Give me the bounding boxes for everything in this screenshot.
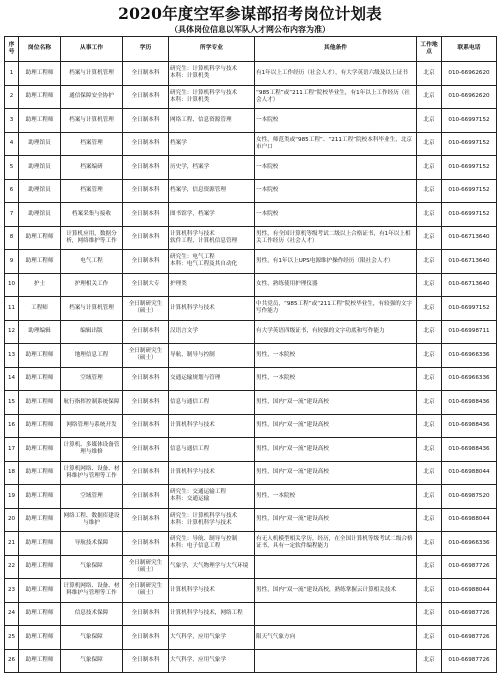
cell-phone: 010-66713640 [442, 250, 497, 274]
cell-conditions: 有大学英语四级证书，有较强的文字功底和写作能力 [255, 320, 417, 344]
cell-education: 全日制本科 [123, 320, 169, 344]
table-row [5, 62, 497, 86]
cell-conditions: 男性，国内“双一流”建设高校 [255, 461, 417, 485]
cell-index: 22 [5, 555, 19, 579]
cell-location: 北京 [417, 85, 442, 109]
cell-index: 26 [5, 649, 19, 673]
cell-major: 网络工程、信息资源管理 [169, 109, 255, 133]
cell-phone: 010-66987726 [442, 602, 497, 626]
cell-position: 助理工程师 [19, 344, 61, 368]
cell-education: 全日制本科 [123, 367, 169, 391]
table-row [5, 649, 497, 673]
cell-major: 护理类 [169, 273, 255, 297]
cell-conditions [255, 649, 417, 673]
cell-location: 北京 [417, 344, 442, 368]
cell-work: 网络工程、数据库建设与维护 [61, 508, 123, 532]
cell-index: 7 [5, 203, 19, 227]
cell-major: 计算机科学与技术 [169, 579, 255, 603]
cell-work: 编辑出版 [61, 320, 123, 344]
cell-location: 北京 [417, 414, 442, 438]
cell-position: 助理工程师 [19, 602, 61, 626]
cell-education: 全日制本科 [123, 626, 169, 650]
cell-position: 助理工程师 [19, 438, 61, 462]
cell-phone: 010-66988436 [442, 414, 497, 438]
table-header-row [5, 37, 497, 62]
header-work: 从事工作 [61, 37, 123, 62]
cell-conditions: 男性，国内“双一流”建设高校 [255, 414, 417, 438]
position-plan-table [4, 36, 497, 673]
cell-position: 助理工程师 [19, 414, 61, 438]
cell-phone: 010-66988436 [442, 438, 497, 462]
cell-location: 北京 [417, 320, 442, 344]
cell-major: 计算机科学与技术，网络工程 [169, 602, 255, 626]
cell-index: 11 [5, 297, 19, 321]
cell-education: 全日制本科 [123, 602, 169, 626]
cell-phone: 010-66997152 [442, 156, 497, 180]
cell-major: 气象学，大气物理学与大气环境 [169, 555, 255, 579]
header-index: 序号 [5, 37, 19, 62]
cell-conditions: 一本院校 [255, 203, 417, 227]
cell-major: 档案学 [169, 132, 255, 156]
cell-phone: 010-66987726 [442, 626, 497, 650]
cell-position: 助理工程师 [19, 250, 61, 274]
cell-index: 19 [5, 485, 19, 509]
cell-work: 气象保障 [61, 555, 123, 579]
cell-location: 北京 [417, 109, 442, 133]
cell-phone: 010-66997152 [442, 109, 497, 133]
cell-position: 助理馆员 [19, 156, 61, 180]
cell-work: 地理信息工程 [61, 344, 123, 368]
cell-index: 17 [5, 438, 19, 462]
cell-phone: 010-66966336 [442, 367, 497, 391]
cell-education: 全日制研究生（硕士） [123, 555, 169, 579]
cell-conditions: 中共党员，“985工程”或“211工程”院校毕业生，有较强的文字写作能力 [255, 297, 417, 321]
cell-location: 北京 [417, 485, 442, 509]
cell-phone: 010-66988044 [442, 461, 497, 485]
table-row [5, 179, 497, 203]
cell-work: 档案管理 [61, 132, 123, 156]
cell-conditions: 限天气气象方向 [255, 626, 417, 650]
cell-conditions: 男性，一本院校 [255, 367, 417, 391]
cell-phone: 010-66987520 [442, 485, 497, 509]
cell-phone: 010-66962620 [442, 85, 497, 109]
cell-work: 气象保障 [61, 649, 123, 673]
cell-location: 北京 [417, 461, 442, 485]
cell-index: 3 [5, 109, 19, 133]
cell-major: 计算机科学与技术 [169, 414, 255, 438]
cell-major: 大气科学，应用气象学 [169, 626, 255, 650]
header-major: 所学专业 [169, 37, 255, 62]
cell-position: 助理工程师 [19, 579, 61, 603]
cell-index: 1 [5, 62, 19, 86]
cell-position: 助理工程师 [19, 649, 61, 673]
cell-work: 计算机网络、设备、材料维护与管理等工作 [61, 461, 123, 485]
cell-work: 空域管理 [61, 485, 123, 509]
cell-education: 全日制本科 [123, 62, 169, 86]
header-location: 工作地点 [417, 37, 442, 62]
table-row [5, 579, 497, 603]
cell-position: 助理工程师 [19, 461, 61, 485]
cell-index: 20 [5, 508, 19, 532]
cell-conditions: 男性，有全国计算机等级考试二级以上合格证书，有1年以上相关工作经历（社会人才） [255, 226, 417, 250]
cell-major: 历史学，档案学 [169, 156, 255, 180]
cell-education: 全日制本科 [123, 414, 169, 438]
cell-education: 全日制本科 [123, 109, 169, 133]
cell-conditions [255, 602, 417, 626]
header-phone: 联系电话 [442, 37, 497, 62]
table-row [5, 85, 497, 109]
cell-education: 全日制研究生（硕士） [123, 297, 169, 321]
cell-phone: 010-66987726 [442, 555, 497, 579]
cell-index: 8 [5, 226, 19, 250]
cell-position: 助理工程师 [19, 626, 61, 650]
cell-conditions: 一本院校 [255, 156, 417, 180]
cell-phone: 010-66987726 [442, 649, 497, 673]
cell-location: 北京 [417, 438, 442, 462]
cell-index: 24 [5, 602, 19, 626]
cell-education: 全日制本科 [123, 532, 169, 556]
header-conditions: 其他条件 [255, 37, 417, 62]
cell-location: 北京 [417, 179, 442, 203]
cell-index: 23 [5, 579, 19, 603]
cell-position: 助理工程师 [19, 532, 61, 556]
cell-conditions: 有无人机模型相关学历，经历，在全国计算机等级考试二级合格证书，具有一定软件编程能力 [255, 532, 417, 556]
cell-work: 电气工程 [61, 250, 123, 274]
cell-education: 全日制本科 [123, 226, 169, 250]
table-row [5, 438, 497, 462]
table-row [5, 508, 497, 532]
cell-location: 北京 [417, 555, 442, 579]
cell-major: 信息与通信工程 [169, 391, 255, 415]
cell-conditions: 女性，师范类或“985工程”、“211工程”院校本科毕业生，北京市户口 [255, 132, 417, 156]
cell-location: 北京 [417, 156, 442, 180]
table-row [5, 132, 497, 156]
cell-location: 北京 [417, 626, 442, 650]
cell-conditions: 男性，有1年以上UPS电源维护操作经历（限社会人才） [255, 250, 417, 274]
cell-location: 北京 [417, 273, 442, 297]
cell-position: 助理工程师 [19, 508, 61, 532]
cell-position: 助理工程师 [19, 226, 61, 250]
cell-index: 21 [5, 532, 19, 556]
cell-major: 计算机科学与技术 [169, 461, 255, 485]
table-row [5, 344, 497, 368]
cell-location: 北京 [417, 250, 442, 274]
cell-index: 5 [5, 156, 19, 180]
cell-major: 计算机科学与技术 [169, 297, 255, 321]
cell-work: 计算机、多媒体设备管理与维修 [61, 438, 123, 462]
cell-location: 北京 [417, 508, 442, 532]
cell-education: 全日制本科 [123, 461, 169, 485]
cell-phone: 010-66988044 [442, 579, 497, 603]
cell-work: 信息技术保障 [61, 602, 123, 626]
cell-location: 北京 [417, 367, 442, 391]
cell-position: 助理工程师 [19, 555, 61, 579]
cell-major: 研究生：交通运输工程 本科：交通运输 [169, 485, 255, 509]
cell-major: 信息与通信工程 [169, 438, 255, 462]
cell-conditions: 有1年以上工作经历（社会人才），有大学英语六级及以上证书 [255, 62, 417, 86]
cell-position: 助理工程师 [19, 485, 61, 509]
cell-location: 北京 [417, 649, 442, 673]
cell-index: 14 [5, 367, 19, 391]
cell-index: 25 [5, 626, 19, 650]
cell-education: 全日制本科 [123, 438, 169, 462]
cell-conditions: “985工程”或“211工程”院校毕业生，有1年以上工作经历（社会人才） [255, 85, 417, 109]
cell-conditions: 男性，一本院校 [255, 485, 417, 509]
cell-location: 北京 [417, 132, 442, 156]
table-row [5, 273, 497, 297]
cell-work: 导航技术保障 [61, 532, 123, 556]
cell-phone: 010-66713640 [442, 273, 497, 297]
cell-work: 档案与计算机管理 [61, 109, 123, 133]
table-row [5, 297, 497, 321]
cell-location: 北京 [417, 391, 442, 415]
table-row [5, 555, 497, 579]
cell-education: 全日制研究生（硕士） [123, 579, 169, 603]
table-row [5, 109, 497, 133]
table-row [5, 391, 497, 415]
cell-major: 汉语言文学 [169, 320, 255, 344]
table-row [5, 602, 497, 626]
cell-location: 北京 [417, 203, 442, 227]
cell-education: 全日制本科 [123, 391, 169, 415]
cell-major: 研究生：导航、制导与控制 本科：电子信息工程 [169, 532, 255, 556]
cell-major: 计算机科学与技术 软件工程，计算机信息管理 [169, 226, 255, 250]
cell-phone: 010-66988044 [442, 508, 497, 532]
cell-index: 16 [5, 414, 19, 438]
cell-location: 北京 [417, 602, 442, 626]
cell-conditions: 一本院校 [255, 179, 417, 203]
cell-conditions: 男性，国内“双一流”建设高校 [255, 508, 417, 532]
cell-position: 助理工程师 [19, 62, 61, 86]
cell-phone: 010-66998711 [442, 320, 497, 344]
cell-conditions: 男性，一本院校 [255, 344, 417, 368]
cell-position: 助理馆员 [19, 179, 61, 203]
cell-major: 大气科学，应用气象学 [169, 649, 255, 673]
cell-position: 护士 [19, 273, 61, 297]
cell-index: 9 [5, 250, 19, 274]
cell-conditions: 一本院校 [255, 109, 417, 133]
cell-work: 护理相关工作 [61, 273, 123, 297]
cell-major: 研究生：计算机科学与技术 本科：计算机类 [169, 62, 255, 86]
cell-phone: 010-66966336 [442, 532, 497, 556]
cell-education: 全日制本科 [123, 250, 169, 274]
cell-index: 15 [5, 391, 19, 415]
header-education: 学历 [123, 37, 169, 62]
table-row [5, 320, 497, 344]
cell-work: 计算机网络、设备、材料维护与管理等工作 [61, 579, 123, 603]
cell-major: 研究生：电气工程 本科：电气工程及其自动化 [169, 250, 255, 274]
cell-position: 助理工程师 [19, 85, 61, 109]
cell-position: 助理工程师 [19, 109, 61, 133]
cell-major: 图书馆学，档案学 [169, 203, 255, 227]
document-title: 2020年度空军参谋部招考岗位计划表 [118, 4, 382, 23]
cell-phone: 010-66962620 [442, 62, 497, 86]
cell-major: 导航、制导与控制 [169, 344, 255, 368]
cell-phone: 010-66988436 [442, 391, 497, 415]
cell-education: 全日制本科 [123, 203, 169, 227]
table-row [5, 414, 497, 438]
cell-index: 18 [5, 461, 19, 485]
cell-index: 4 [5, 132, 19, 156]
cell-location: 北京 [417, 62, 442, 86]
table-row [5, 485, 497, 509]
table-row [5, 156, 497, 180]
cell-index: 13 [5, 344, 19, 368]
table-row [5, 250, 497, 274]
document-subtitle: （具体岗位信息以军队人才网公布内容为准） [170, 25, 330, 34]
table-row [5, 532, 497, 556]
cell-position: 助理馆员 [19, 203, 61, 227]
cell-work: 网络管理与系统开发 [61, 414, 123, 438]
table-row [5, 461, 497, 485]
table-row [5, 203, 497, 227]
cell-work: 档案与计算机管理 [61, 297, 123, 321]
cell-education: 全日制本科 [123, 485, 169, 509]
table-row [5, 226, 497, 250]
cell-location: 北京 [417, 579, 442, 603]
table-row [5, 626, 497, 650]
cell-education: 全日制本科 [123, 179, 169, 203]
cell-position: 助理编辑 [19, 320, 61, 344]
cell-work: 气象保障 [61, 626, 123, 650]
cell-education: 全日制本科 [123, 508, 169, 532]
cell-education: 全日制研究生（硕士） [123, 344, 169, 368]
cell-conditions: 男性，国内“双一流”建设高校 [255, 391, 417, 415]
cell-work: 档案采集与接收 [61, 203, 123, 227]
cell-position: 工程师 [19, 297, 61, 321]
cell-work: 档案与计算机管理 [61, 62, 123, 86]
table-row [5, 367, 497, 391]
cell-education: 全日制大专 [123, 273, 169, 297]
cell-conditions [255, 555, 417, 579]
cell-work: 档案编研 [61, 156, 123, 180]
cell-phone: 010-66997152 [442, 132, 497, 156]
cell-location: 北京 [417, 297, 442, 321]
cell-work: 空域管理 [61, 367, 123, 391]
cell-major: 档案学，信息资源管理 [169, 179, 255, 203]
cell-phone: 010-66997152 [442, 179, 497, 203]
cell-phone: 010-66713640 [442, 226, 497, 250]
cell-location: 北京 [417, 532, 442, 556]
cell-location: 北京 [417, 226, 442, 250]
cell-education: 全日制本科 [123, 649, 169, 673]
cell-education: 全日制本科 [123, 132, 169, 156]
cell-position: 助理工程师 [19, 367, 61, 391]
cell-major: 交通运输规划与管理 [169, 367, 255, 391]
cell-index: 10 [5, 273, 19, 297]
cell-phone: 010-66966336 [442, 344, 497, 368]
cell-phone: 010-66997152 [442, 297, 497, 321]
cell-conditions: 男性，国内“双一流”建设高校，熟练掌握云计算相关技术 [255, 579, 417, 603]
header-position: 岗位名称 [19, 37, 61, 62]
cell-position: 助理工程师 [19, 391, 61, 415]
cell-education: 全日制本科 [123, 85, 169, 109]
cell-phone: 010-66997152 [442, 203, 497, 227]
cell-index: 6 [5, 179, 19, 203]
cell-major: 研究生：计算机科学与技术 本科：计算机科学与技术 [169, 508, 255, 532]
cell-education: 全日制本科 [123, 156, 169, 180]
cell-index: 12 [5, 320, 19, 344]
cell-position: 助理馆员 [19, 132, 61, 156]
cell-work: 档案管理 [61, 179, 123, 203]
cell-major: 研究生：计算机科学与技术 本科：计算机类 [169, 85, 255, 109]
cell-index: 2 [5, 85, 19, 109]
cell-conditions: 男性，国内“双一流”建设高校 [255, 438, 417, 462]
cell-work: 航行指挥控制系统保障 [61, 391, 123, 415]
cell-work: 通信保障安全协护 [61, 85, 123, 109]
cell-conditions: 女性，熟练使用护理仪器 [255, 273, 417, 297]
cell-work: 计算机应用，数据分析，网络维护等工作 [61, 226, 123, 250]
